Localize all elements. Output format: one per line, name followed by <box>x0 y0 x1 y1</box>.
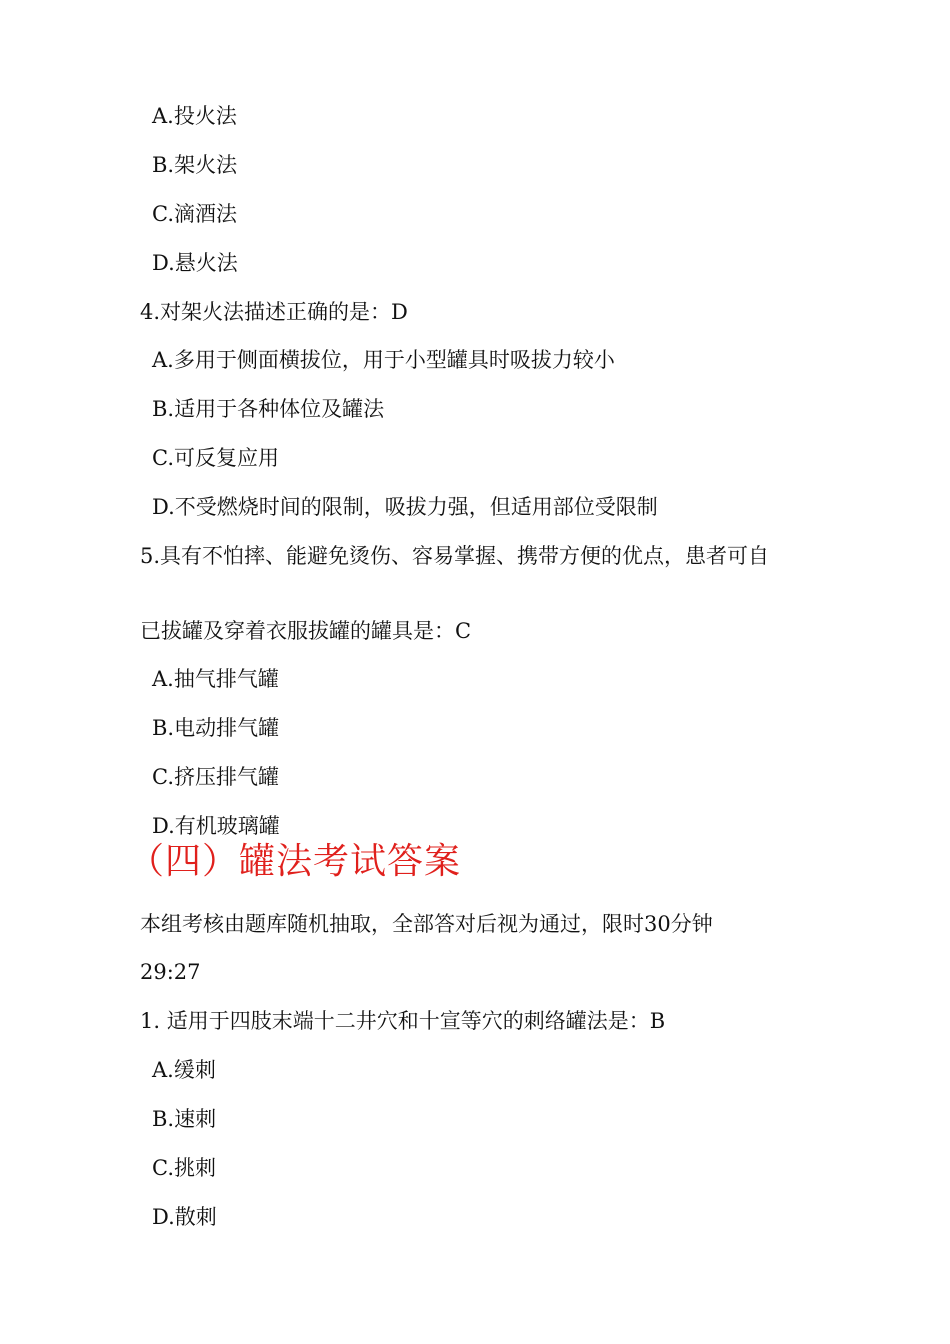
q4-question: 4.对架火法描述正确的是：D <box>140 300 408 324</box>
q5-question-line1: 5.具有不怕摔、能避免烫伤、容易掌握、携带方便的优点，患者可自 <box>140 544 770 568</box>
q5-option-b: B.电动排气罐 <box>152 716 280 740</box>
q5-question-line2: 已拔罐及穿着衣服拔罐的罐具是：C <box>140 619 472 643</box>
q3-option-d: D.悬火法 <box>152 251 238 275</box>
s4-q1-option-a: A.缓刺 <box>152 1058 216 1082</box>
q4-option-c: C.可反复应用 <box>152 446 279 470</box>
q5-option-c: C.挤压排气罐 <box>152 765 279 789</box>
section4-heading: （四）罐法考试答案 <box>128 841 462 882</box>
q4-option-a: A.多用于侧面横拔位，用于小型罐具时吸拔力较小 <box>152 348 615 372</box>
q3-option-b: B.架火法 <box>152 153 238 177</box>
section4-description: 本组考核由题库随机抽取，全部答对后视为通过，限时30分钟 <box>140 912 713 936</box>
s4-q1-option-b: B.速刺 <box>152 1107 217 1131</box>
s4-q1-option-d: D.散刺 <box>152 1205 217 1229</box>
q5-option-a: A.抽气排气罐 <box>152 667 279 691</box>
q3-option-a: A.投火法 <box>152 104 237 128</box>
s4-q1-option-c: C.挑刺 <box>152 1156 216 1180</box>
s4-q1-question: 1. 适用于四肢末端十二井穴和十宣等穴的刺络罐法是：B <box>140 1009 666 1033</box>
section4-timer: 29:27 <box>140 960 201 984</box>
q3-option-c: C.滴酒法 <box>152 202 237 226</box>
q5-option-d: D.有机玻璃罐 <box>152 814 280 838</box>
q4-option-b: B.适用于各种体位及罐法 <box>152 397 385 421</box>
q4-option-d: D.不受燃烧时间的限制，吸拔力强，但适用部位受限制 <box>152 495 658 519</box>
